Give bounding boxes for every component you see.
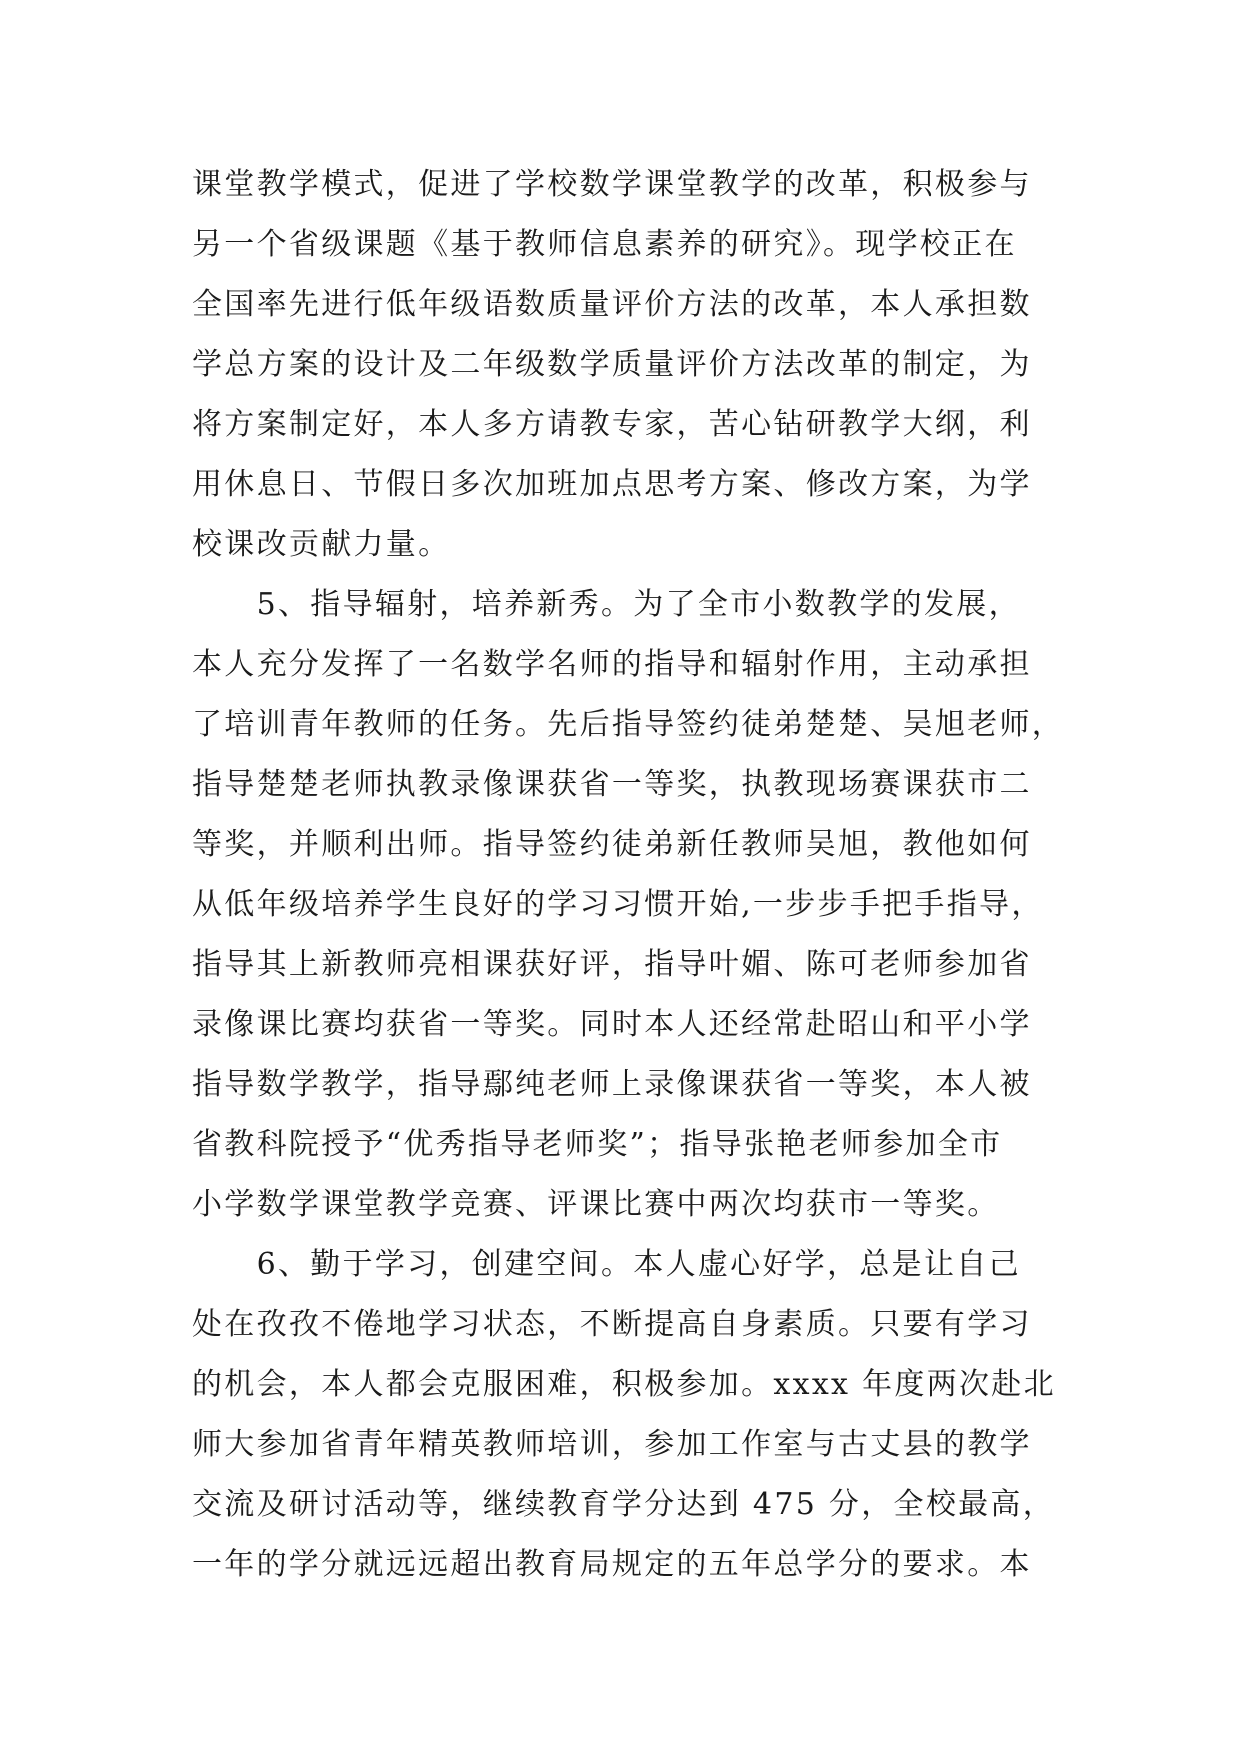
text-line: 从低年级培养学生良好的学习习惯开始,一步步手把手指导，	[192, 887, 1044, 922]
text-line: 学总方案的设计及二年级数学质量评价方法改革的制定，为	[192, 347, 1032, 382]
text-line: 将方案制定好，本人多方请教专家，苦心钻研教学大纲，利	[192, 407, 1032, 442]
text-line: 了培训青年教师的任务。先后指导签约徒弟楚楚、吴旭老师，	[192, 707, 1065, 742]
text-line: 的机会，本人都会克服困难，积极参加。xxxx 年度两次赴北	[192, 1367, 1056, 1402]
text-line: 一年的学分就远远超出教育局规定的五年总学分的要求。本	[192, 1547, 1032, 1582]
text-line: 本人充分发挥了一名数学名师的指导和辐射作用，主动承担	[192, 647, 1032, 682]
text-line: 小学数学课堂教学竞赛、评课比赛中两次均获市一等奖。	[192, 1187, 1000, 1222]
text-line: 处在孜孜不倦地学习状态，不断提高自身素质。只要有学习	[192, 1307, 1032, 1342]
text-line: 全国率先进行低年级语数质量评价方法的改革，本人承担数	[192, 287, 1032, 322]
text-line: 校课改贡献力量。	[192, 527, 451, 562]
text-line: 另一个省级课题《基于教师信息素养的研究》。现学校正在	[192, 227, 1017, 262]
text-line: 指导楚楚老师执教录像课获省一等奖，执教现场赛课获市二	[192, 767, 1032, 802]
text-line: 用休息日、节假日多次加班加点思考方案、修改方案，为学	[192, 467, 1032, 502]
text-line: 课堂教学模式，促进了学校数学课堂教学的改革，积极参与	[192, 167, 1032, 202]
text-line: 录像课比赛均获省一等奖。同时本人还经常赴昭山和平小学	[192, 1007, 1032, 1042]
text-line: 指导其上新教师亮相课获好评，指导叶媚、陈可老师参加省	[192, 947, 1032, 982]
text-line: 指导数学教学，指导鄢纯老师上录像课获省一等奖，本人被	[192, 1067, 1032, 1102]
text-line: 交流及研讨活动等，继续教育学分达到 475 分，全校最高，	[192, 1487, 1056, 1522]
text-line: 师大参加省青年精英教师培训，参加工作室与古丈县的教学	[192, 1427, 1032, 1462]
text-line: 省教科院授予“优秀指导老师奖”；指导张艳老师参加全市	[192, 1127, 1003, 1162]
text-line: 等奖，并顺利出师。指导签约徒弟新任教师吴旭，教他如何	[192, 827, 1032, 862]
paragraph-5-heading-line: 5、指导辐射，培养新秀。为了全市小数教学的发展，	[192, 587, 1021, 622]
paragraph-6-heading-line: 6、勤于学习，创建空间。本人虚心好学，总是让自己	[192, 1247, 1021, 1282]
document-body	[192, 155, 1065, 1595]
